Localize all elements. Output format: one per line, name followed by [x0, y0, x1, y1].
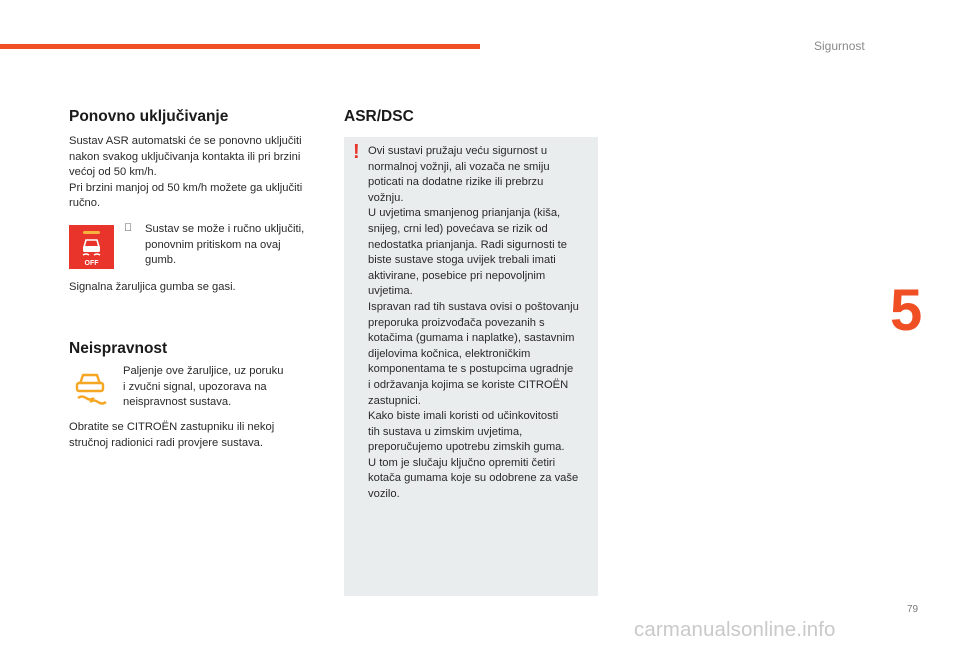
reactivation-heading: Ponovno uključivanje — [69, 108, 229, 125]
lamp-off-text: Signalna žaruljica gumba se gasi. — [69, 281, 236, 293]
asr-dsc-heading: ASR/DSC — [344, 108, 414, 125]
asr-warning-lamp-icon — [72, 369, 108, 405]
off-label: OFF — [84, 260, 99, 267]
header-accent-bar — [0, 44, 480, 49]
manual-reactivation-text: Sustav se može i ručno uključiti, ponovnim pritiskom na ovaj gumb. — [145, 223, 305, 267]
warning-exclamation-icon: ! — [353, 141, 360, 163]
skid-car-off-icon — [69, 225, 114, 269]
bullet-arrow-icon — [124, 222, 132, 234]
asr-off-button-icon — [69, 225, 114, 269]
malfunction-warning-text: Paljenje ove žaruljice, uz poruku i zvučni signal, upozorava na neispravnost sustava. — [123, 365, 284, 409]
watermark: carmanualsonline.info — [634, 618, 836, 641]
page-number: 79 — [907, 604, 919, 615]
malfunction-heading: Neispravnost — [69, 340, 168, 357]
asr-dsc-warning-text: Ovi sustavi pružaju veću sigurnost u normalnoj vožnji, ali vozača ne smiju poticati na dodatne rizike ili prebrzu vožnju. U uvjetima smanjenog prianjanja (kiša, snijeg, crni led) povećava se rizik od nedostatka prianjanja. Radi sigurnosti te biste sustave stoga uvijek trebali imati aktivirane, posebice pri nepovoljnim uvjetima. Ispravan rad tih sustava ovisi o poštovanju preporuka proizvođača povezanih s kotačima (gumama i naplatke), sastavnim dijelovima kočnica, elektroničkim komponentama te s postupcima ugradnje i održavanja kojima se koriste CITROËN zastupnici. Kako biste imali koristi od učinkovitosti tih sustava u zimskim uvjetima, preporučujemo upotrebu zimskih guma. U tom je slučaju ključno opremiti četiri kotača gumama koje su odobrene za vaše vozilo. — [368, 145, 579, 501]
dealer-contact-text: Obratite se CITROËN zastupniku ili nekoj stručnoj radionici radi provjere sustava. — [69, 421, 275, 449]
reactivation-paragraph: Sustav ASR automatski će se ponovno uključiti nakon svakog uključivanja kontakta ili pri brzini većoj od 50 km/h. Pri brzini manjoj od 50 km/h možete ga uključiti ručno. — [69, 135, 303, 210]
chapter-number: 5 — [890, 278, 923, 343]
section-title: Sigurnost — [814, 39, 865, 53]
